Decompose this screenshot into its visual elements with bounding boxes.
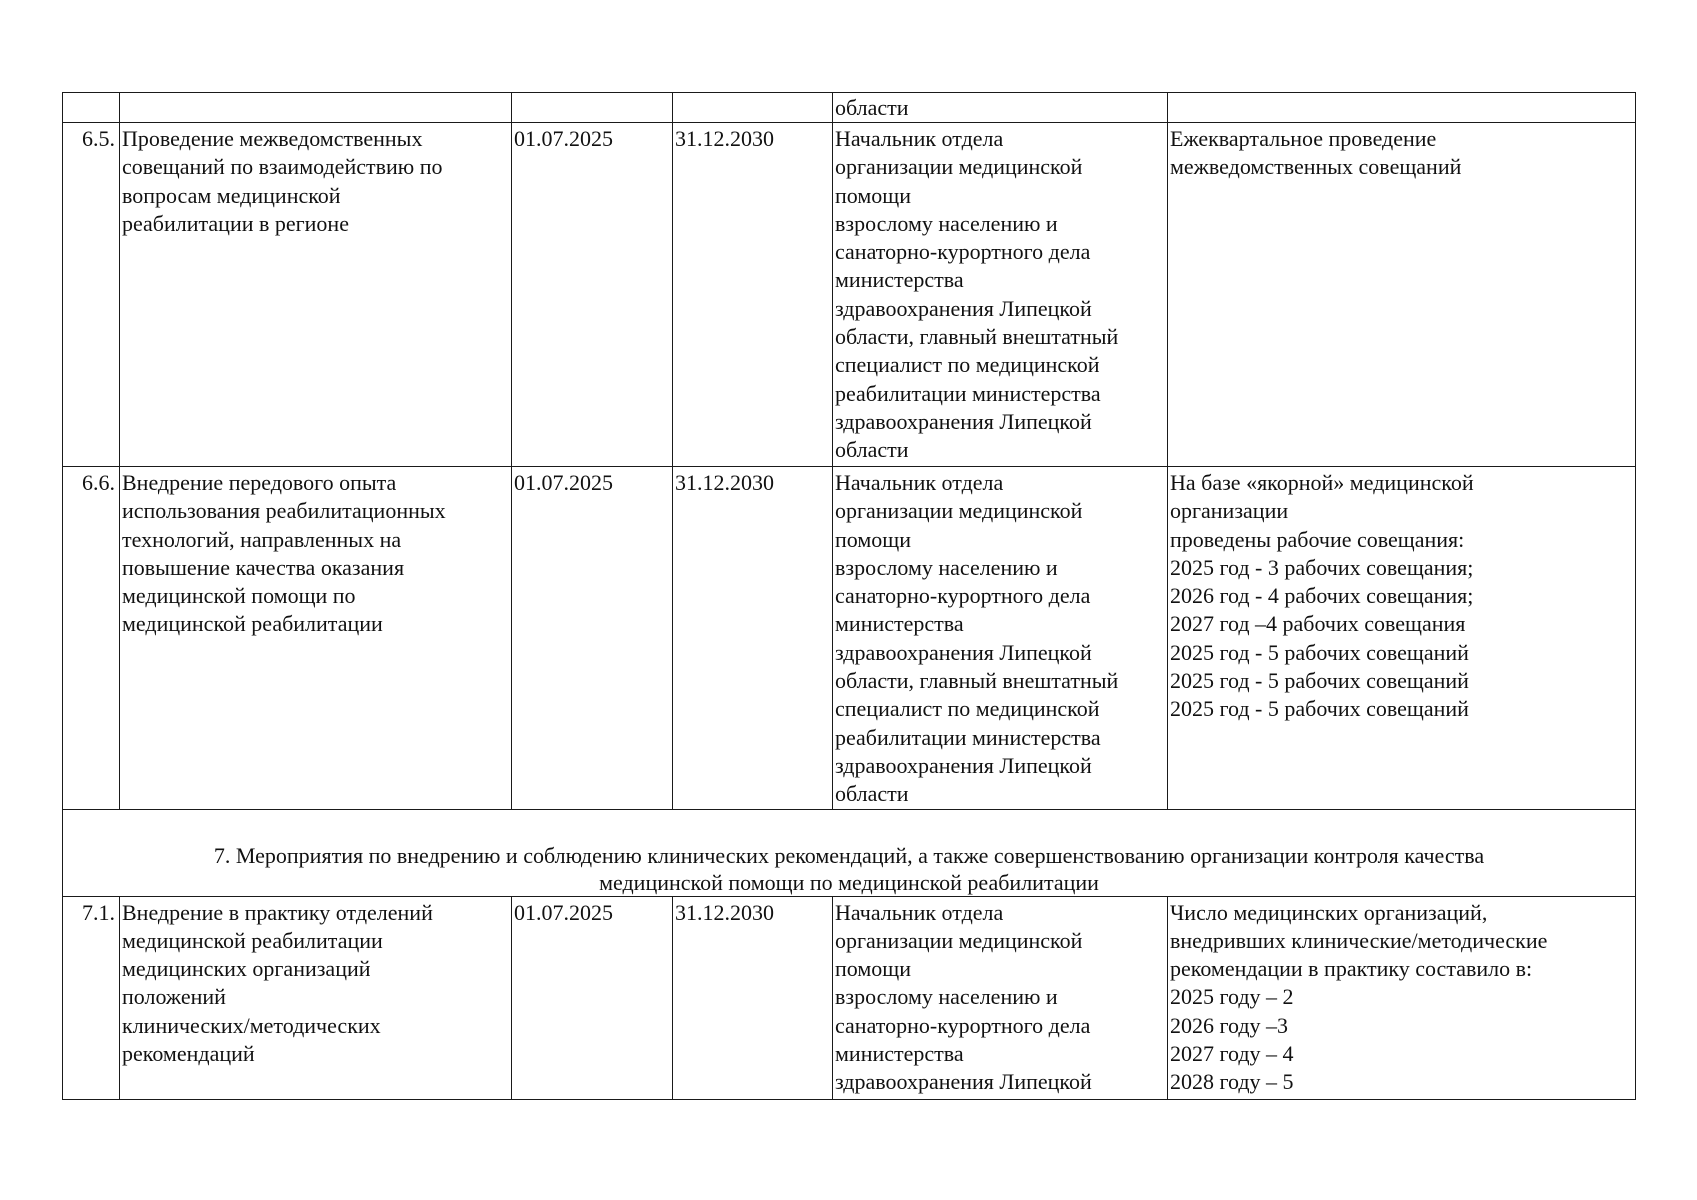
cell-result [1168,93,1636,123]
cell-result: Число медицинских организаций, внедривших клинические/методические рекомендации в практику составило в: 2025 году – 2 2026 году –3 2027 году – 4 2028 году – 5 [1168,896,1636,1099]
cell-number: 6.5. [63,123,120,467]
cell-activity-name: Внедрение в практику отделений медицинской реабилитации медицинских организаций положений клинических/методических рекомендаций [120,896,512,1099]
activities-table [62,92,1636,1100]
cell-number: 6.6. [63,467,120,810]
cell-responsible: области [833,93,1168,123]
cell-end-date: 31.12.2030 [673,896,833,1099]
table-row-continuation [63,93,1636,123]
cell-end-date: 31.12.2030 [673,467,833,810]
table-row-6-6 [63,467,1636,810]
cell-result: На базе «якорной» медицинской организации проведены рабочие совещания: 2025 год - 3 рабочих совещания; 2026 год - 4 рабочих совещания; 2027 год –4 рабочих совещания 2025 год - 5 рабочих совещаний 2025 год - 5 рабочих совещаний 2025 год - 5 рабочих совещаний [1168,467,1636,810]
cell-start-date [512,93,673,123]
cell-start-date: 01.07.2025 [512,896,673,1099]
cell-activity-name: Внедрение передового опыта использования реабилитационных технологий, направленных на повышение качества оказания медицинской помощи по медицинской реабилитации [120,467,512,810]
section-heading: 7. Мероприятия по внедрению и соблюдению клинических рекомендаций, а также совершенствованию организации контроля качества медицинской помощи по медицинской реабилитации [63,809,1636,896]
table-row-6-5 [63,123,1636,467]
cell-activity-name: Проведение межведомственных совещаний по взаимодействию по вопросам медицинской реабилитации в регионе [120,123,512,467]
cell-result: Ежеквартальное проведение межведомственных совещаний [1168,123,1636,467]
table-row-7-1 [63,896,1636,1099]
cell-start-date: 01.07.2025 [512,467,673,810]
cell-responsible: Начальник отдела организации медицинской помощи взрослому населению и санаторно-курортного дела министерства здравоохранения Липецкой области, главный внештатный специалист по медицинской реабилитации министерства здравоохранения Липецкой области [833,123,1168,467]
cell-start-date: 01.07.2025 [512,123,673,467]
section-row-7 [63,809,1636,896]
cell-end-date [673,93,833,123]
cell-number: 7.1. [63,896,120,1099]
cell-number [63,93,120,123]
cell-responsible: Начальник отдела организации медицинской помощи взрослому населению и санаторно-курортного дела министерства здравоохранения Липецкой [833,896,1168,1099]
cell-activity-name [120,93,512,123]
cell-responsible: Начальник отдела организации медицинской помощи взрослому населению и санаторно-курортного дела министерства здравоохранения Липецкой области, главный внештатный специалист по медицинской реабилитации министерства здравоохранения Липецкой области [833,467,1168,810]
cell-end-date: 31.12.2030 [673,123,833,467]
